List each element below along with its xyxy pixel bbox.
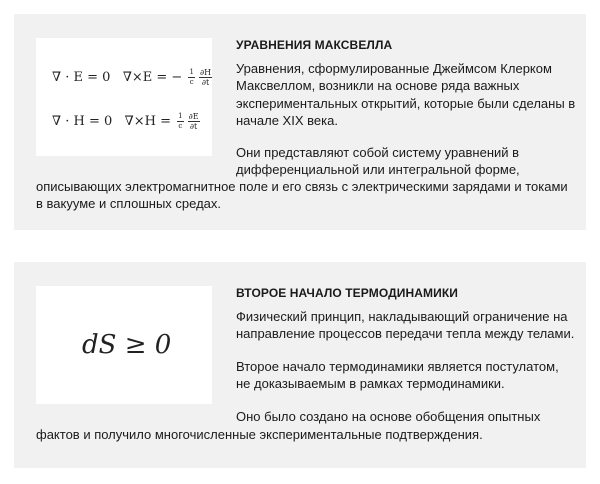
card-paragraph: фактов и получило многочисленные экспериментальные подтверждения. <box>36 427 483 442</box>
card-paragraph: описывающих электромагнитное поле и его связь с электрическими зарядами и токами в вакууме и сплошных средах. <box>36 179 568 212</box>
card-title: УРАВНЕНИЯ МАКСВЕЛЛА <box>236 38 393 52</box>
fraction: $\frac{1}{c}$ <box>178 112 183 130</box>
card-paragraph: Они представляют собой систему уравнений в дифференциальной или интегральной форме, <box>236 145 520 178</box>
fraction: $\frac{\partial E}{\partial t}$ <box>188 112 199 131</box>
maxwell-formula-image <box>36 38 212 156</box>
thermodynamics-card <box>14 262 586 468</box>
formula-text: ∇ · E = 0 <box>52 70 111 85</box>
card-paragraph: Уравнения, сформулированные Джеймсом Клерком Максвеллом, возникли на основе ряда важных экспериментальных открытий, которые были сделаны в начале XIX века. <box>236 61 576 129</box>
maxwell-equation-row-2 <box>52 112 202 131</box>
card-title: ВТОРОЕ НАЧАЛО ТЕРМОДИНАМИКИ <box>236 286 458 300</box>
maxwell-card <box>14 14 586 230</box>
fraction: $\frac{1}{c}$ <box>189 68 194 86</box>
maxwell-equation-row-1 <box>52 68 214 87</box>
card-paragraph: Второе начало термодинамики является постулатом, не доказываемым в рамках термодинамики. <box>236 359 559 392</box>
formula-text: ∇×H = <box>124 114 171 129</box>
card-paragraph: Оно было создано на основе обобщения опытных <box>236 409 541 424</box>
entropy-formula: dS ≥ 0 <box>82 330 172 360</box>
fraction: $\frac{\partial H}{\partial t}$ <box>199 68 212 87</box>
card-paragraph: Физический принцип, накладывающий ограничение на направление процессов передачи тепла между телами. <box>236 309 575 342</box>
entropy-formula-image <box>36 286 212 404</box>
formula-text: ∇×E = − <box>122 70 183 85</box>
formula-text: ∇ · H = 0 <box>52 114 113 129</box>
